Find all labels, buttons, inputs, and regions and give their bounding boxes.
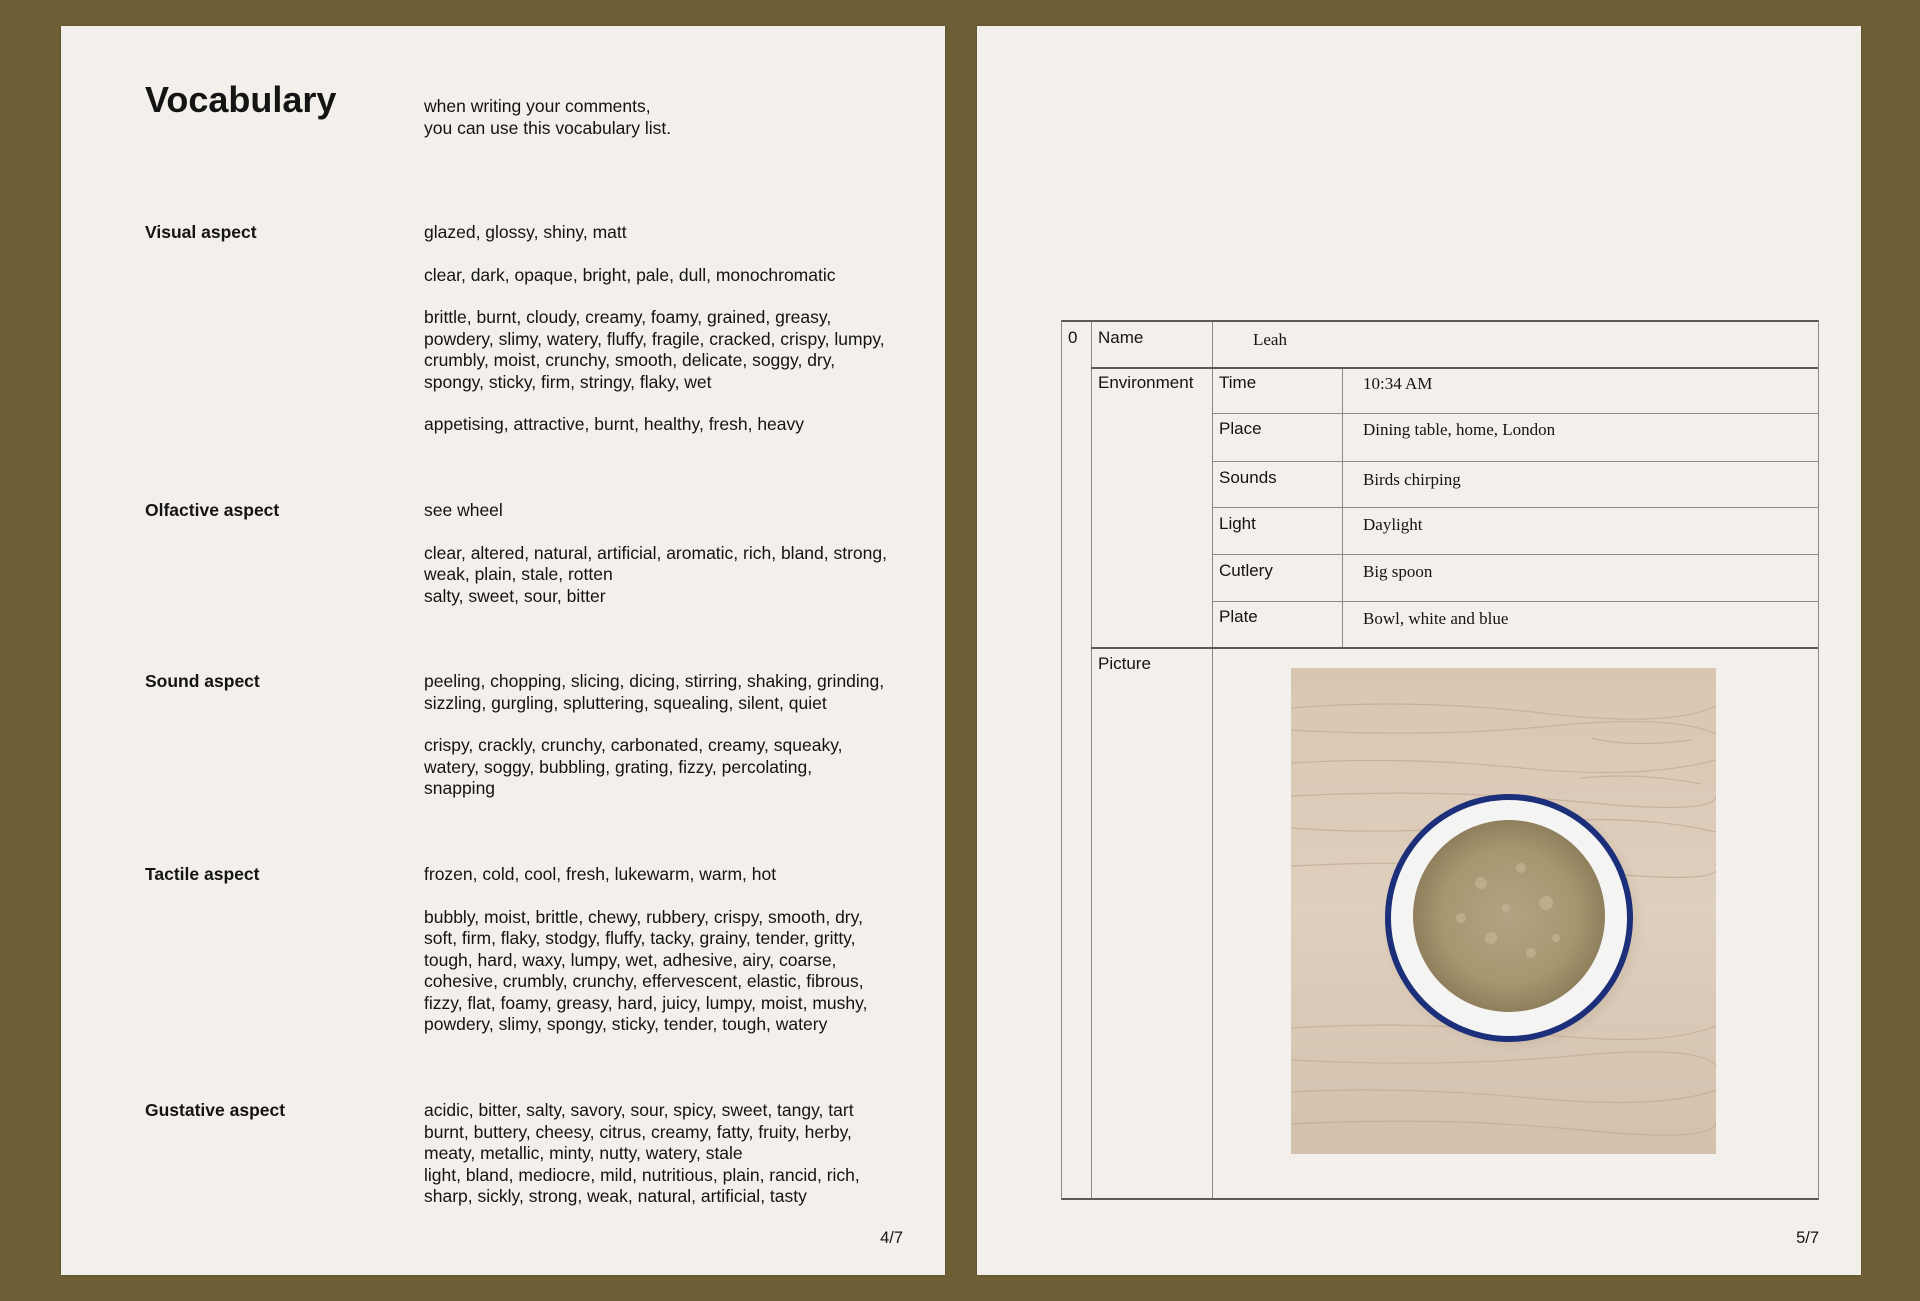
picture-label: Picture <box>1098 654 1151 673</box>
env-sounds-label: Sounds <box>1219 468 1277 487</box>
env-place-value: Dining table, home, London <box>1363 420 1556 439</box>
env-cutlery-label: Cutlery <box>1219 561 1273 580</box>
tasting-record-table <box>1061 320 1819 1200</box>
env-light-value: Daylight <box>1363 515 1423 534</box>
porridge-bowl-icon <box>1291 668 1716 1154</box>
env-plate-label: Plate <box>1219 607 1258 626</box>
section-label: Sound aspect <box>145 671 260 691</box>
env-place-label: Place <box>1219 419 1262 438</box>
word-list: appetising, attractive, burnt, healthy, fresh, heavy <box>424 414 805 434</box>
env-time-value: 10:34 AM <box>1363 374 1433 393</box>
word-list: see wheel <box>424 500 503 520</box>
name-value: Leah <box>1253 330 1287 349</box>
env-time-label: Time <box>1219 373 1257 392</box>
env-sounds-value: Birds chirping <box>1363 470 1461 489</box>
section-label: Gustative aspect <box>145 1100 286 1120</box>
section-words <box>424 222 924 457</box>
tasting-record-page <box>977 26 1861 1275</box>
table-divider <box>1091 322 1092 1198</box>
table-divider <box>1091 367 1818 369</box>
word-list: crispy, crackly, crunchy, carbonated, creamy, squeaky, watery, soggy, bubbling, grating, fizzy, percolating, snapping <box>424 735 843 798</box>
row-index: 0 <box>1068 328 1078 347</box>
section-words <box>424 671 924 821</box>
section-label: Visual aspect <box>145 222 257 242</box>
word-list: acidic, bitter, salty, savory, sour, spicy, sweet, tangy, tart burnt, buttery, cheesy, citrus, creamy, fatty, fruity, herby, meaty, metallic, minty, nutty, watery, stale light, bland, mediocre, mild, nutritious, plain, rancid, rich, sharp, sickly, strong, weak, natural, artificial, tasty <box>424 1100 860 1206</box>
word-list: bubbly, moist, brittle, chewy, rubbery, crispy, smooth, dry, soft, firm, flaky, stodgy, fluffy, tacky, grainy, tender, gritty, tough, hard, waxy, lumpy, wet, adhesive, airy, coarse, cohesive, crumbly, crunchy, effervescent, elastic, fibrous, fizzy, flat, foamy, greasy, hard, juicy, lumpy, moist, mushy, powdery, slimy, spongy, sticky, tender, tough, watery <box>424 906 868 1034</box>
section-words <box>424 1100 924 1229</box>
table-divider <box>1091 647 1818 649</box>
table-divider <box>1212 461 1818 462</box>
table-divider <box>1212 554 1818 555</box>
env-light-label: Light <box>1219 514 1256 533</box>
env-plate-value: Bowl, white and blue <box>1363 609 1509 628</box>
page-number: 4/7 <box>880 1229 903 1247</box>
intro-text: when writing your comments, you can use this vocabulary list. <box>424 96 672 138</box>
word-list: glazed, glossy, shiny, matt <box>424 222 627 242</box>
word-list: clear, altered, natural, artificial, aromatic, rich, bland, strong, weak, plain, stale, rotten salty, sweet, sour, bitter <box>424 542 887 606</box>
table-divider <box>1212 413 1818 414</box>
word-list: brittle, burnt, cloudy, creamy, foamy, grained, greasy, powdery, slimy, watery, fluffy, fragile, cracked, crispy, lumpy, crumbly, moist, crunchy, smooth, delicate, soggy, dry, spongy, sticky, firm, stringy, flaky, wet <box>424 307 885 392</box>
table-divider <box>1212 322 1213 1198</box>
vocabulary-page <box>61 26 945 1275</box>
section-label: Olfactive aspect <box>145 500 280 520</box>
name-label: Name <box>1098 328 1144 347</box>
word-list: frozen, cold, cool, fresh, lukewarm, warm, hot <box>424 864 777 884</box>
page-number: 5/7 <box>1796 1229 1819 1247</box>
word-list: peeling, chopping, slicing, dicing, stirring, shaking, grinding, sizzling, gurgling, spluttering, squealing, silent, quiet <box>424 671 885 713</box>
porridge-bowl-photo <box>1291 668 1716 1154</box>
section-label: Tactile aspect <box>145 864 260 884</box>
table-divider <box>1212 601 1818 602</box>
page-title: Vocabulary <box>145 79 337 120</box>
environment-label: Environment <box>1098 373 1194 392</box>
word-list: clear, dark, opaque, bright, pale, dull, monochromatic <box>424 264 836 285</box>
env-cutlery-value: Big spoon <box>1363 562 1433 581</box>
section-words <box>424 864 924 1057</box>
section-words <box>424 500 924 628</box>
table-divider <box>1212 507 1818 508</box>
